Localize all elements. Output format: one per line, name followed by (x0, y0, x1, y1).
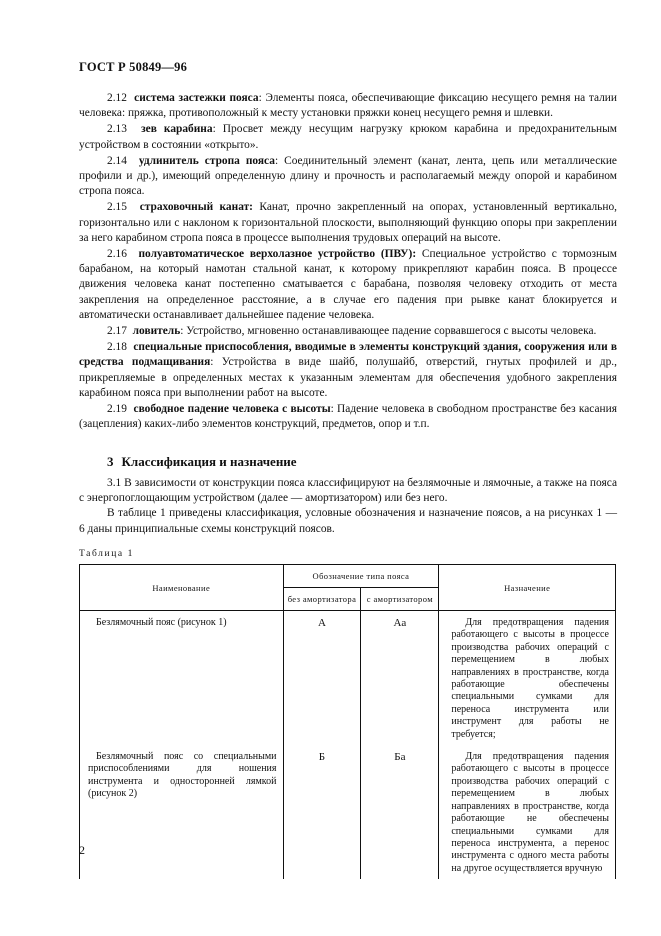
definition-2-16 (79, 247, 617, 323)
definition-2-19 (79, 402, 617, 432)
definition-num: 2.15 (107, 201, 127, 214)
standard-header: ГОСТ Р 50849—96 (79, 60, 188, 74)
paragraph-table-reference: В таблице 1 приведены классификация, условные обозначения и назначение поясов, а на рисунках 1 — 6 даны принципиальные схемы конструкций поясов. (79, 507, 617, 535)
definition-num: 2.16 (107, 248, 127, 261)
definition-text: : Просвет между несущим нагрузку крюком карабина и предохранительным устройством в состоянии «открыто». (79, 123, 618, 151)
cell-without-absorber: Б (283, 745, 361, 879)
definition-num: 2.14 (107, 154, 127, 167)
definition-text: : Соединительный элемент (канат, лента, цепь или металлические профили и др.), имеющий определенную длину и прочность и располагаемый между опорой и карабином стропа пояса. (79, 154, 617, 198)
table-caption: Таблица 1 (79, 549, 135, 559)
definition-2-17 (79, 324, 617, 339)
cell-purpose: Для предотвращения падения работающего с высоты в процессе производства рабочих операций с перемещением в любых направлениях в пространстве, когда работающие не обеспечены специальными сумками для переноса инструмента, а перенос инструмента с одного места работы на другое осуществляется вручную (439, 745, 616, 879)
definition-term: полуавтоматическое верхолазное устройство (ПВУ): (138, 248, 417, 261)
definition-text: : Устройства в виде шайб, полушайб, отверстий, гнутых профилей и др., прикрепляемые в определенных местах к указанным элементам для обеспечения удобного закрепления карабином пояса при выполнении работ на высоте. (79, 356, 617, 399)
definition-text: Канат, прочно закрепленный на опорах, установленный вертикально, горизонтально или с наклоном к горизонтальной плоскости, выполняющий функцию опоры при закреплении за него карабином стропа пояса в процессе выполнения трудовых операций на высоте. (79, 201, 617, 244)
definition-term: свободное падение человека с высоты (133, 403, 331, 416)
definition-term: система застежки пояса (134, 92, 259, 104)
table-row (80, 745, 616, 879)
definition-num: 2.17 (107, 325, 127, 338)
header-without-absorber: без амортизатора (283, 588, 361, 611)
section-heading (107, 454, 297, 470)
definition-2-14 (79, 154, 617, 200)
cell-without-absorber: А (283, 611, 361, 746)
header-with-absorber: с амортизатором (361, 588, 439, 611)
definition-text: Специальное устройство с тормозным барабаном, на который намотан стальной канат, к которому прикрепляют карабин пояса. В процессе движения человека канат постепенно сматывается с барабана, позволяя человеку отходить от места закрепления на определенное расстояние, а в случае его падения при рывке канат блокируется и автоматически останавливает дальнейшее падение человека. (79, 248, 617, 321)
cell-purpose: Для предотвращения падения работающего с высоты в процессе производства рабочих операций с перемещением в любых направлениях в пространстве, когда работающие обеспечены специальными сумками для переноса инструмента или инструмент для работы не требуется; (439, 611, 616, 746)
paragraph-3-1: 3.1 В зависимости от конструкции пояса классифицируют на безлямочные и лямочные, а также на пояса с энергопоглощающим устройством (далее — амортизатором) или без него. (79, 477, 617, 505)
definition-term: ловитель (132, 325, 181, 338)
section-number: 3 (107, 454, 114, 469)
definition-term: специальные приспособления, вводимые в элементы конструкций здания, сооружения или в средства подмащивания (79, 341, 617, 369)
definition-num: 2.12 (107, 92, 127, 104)
definition-term: удлинитель стропа пояса (138, 154, 275, 167)
definition-term: страховочный канат: (139, 201, 253, 214)
header-designation: Обозначение типа пояса (283, 565, 439, 588)
definition-num: 2.19 (107, 403, 127, 416)
definition-text: : Устройство, мгновенно останавливающее падение сорвавшегося с высоты человека. (180, 325, 597, 338)
table-row (80, 611, 616, 746)
header-purpose: Назначение (439, 565, 616, 611)
definition-num: 2.13 (107, 123, 127, 136)
definition-text: : Элементы пояса, обеспечивающие фиксацию несущего ремня на талии человека: пряжка, противоположный к месту установки пряжки конец несущего ремня и шлевки. (79, 92, 617, 120)
definition-term: зев карабина (141, 123, 213, 136)
definitions-list (79, 91, 617, 433)
definition-2-12 (79, 91, 617, 121)
definition-2-18 (79, 340, 617, 401)
header-name: Наименование (80, 565, 284, 611)
page-number: 2 (79, 843, 85, 857)
cell-name: Безлямочный пояс (рисунок 1) (80, 611, 284, 746)
cell-with-absorber: Аа (361, 611, 439, 746)
definition-num: 2.18 (107, 341, 127, 354)
cell-with-absorber: Ба (361, 745, 439, 879)
section-body (79, 476, 617, 537)
definition-text: : Падение человека в свободном пространстве без касания (зацепления) каких-либо элементов конструкций, предметов, опор и т.п. (79, 403, 617, 431)
definition-2-13 (79, 122, 617, 152)
cell-name: Безлямочный пояс со специальными приспособлениями для ношения инструмента и односторонней лямкой (рисунок 2) (80, 745, 284, 879)
classification-table (79, 564, 616, 879)
definition-2-15 (79, 200, 617, 246)
section-title: Классификация и назначение (121, 454, 297, 469)
